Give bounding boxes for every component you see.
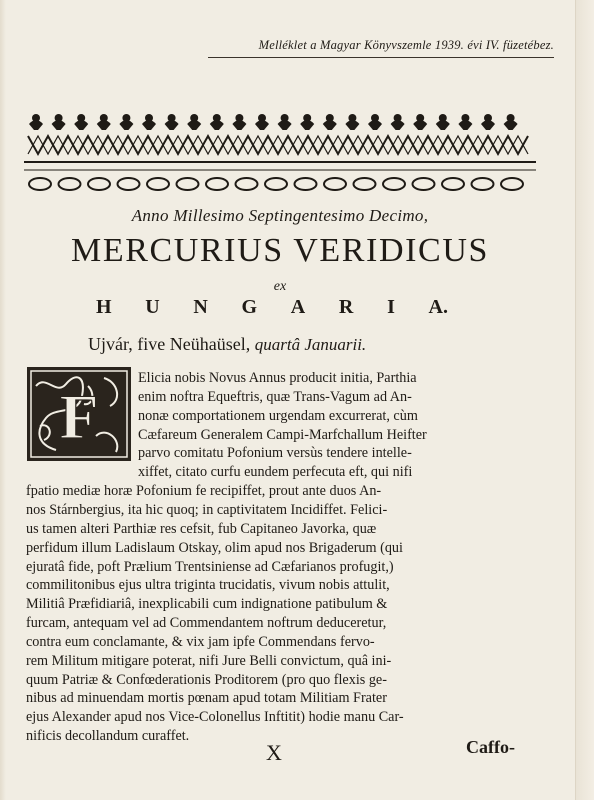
hungaria-letter: A <box>290 296 306 318</box>
fleuron-icon <box>210 114 224 130</box>
fleuron-icon <box>300 114 314 130</box>
hungaria-letter: N <box>193 296 208 318</box>
text-line: quum Patriæ & Confœderationis Proditorem (pro quo flexis ge- <box>26 671 387 688</box>
text-line: nificis decollandum curaffet. <box>26 728 190 745</box>
fleuron-icon <box>74 114 88 130</box>
chain-link-icon <box>118 178 140 190</box>
text-line: ejuratâ fide, poft Prælium Trentsiniense ad Cæfarianos profugit,) <box>26 558 394 575</box>
dateline <box>88 334 488 355</box>
chain-link-icon <box>442 178 464 190</box>
chain-link-icon <box>236 178 258 190</box>
chain-link-icon <box>383 178 405 190</box>
header-rule <box>208 57 554 58</box>
text-line: furcam, antequam vel ad Commendantem noftrum deduceretur, <box>26 615 387 632</box>
fleuron-icon <box>52 114 66 130</box>
chain-link-icon <box>265 178 287 190</box>
fleuron-icon <box>232 114 246 130</box>
ornamental-border <box>24 108 536 198</box>
header-caption: Melléklet a Magyar Könyvszemle 1939. évi IV. füzetébez. <box>258 38 554 52</box>
catchword: Caffo- <box>466 737 515 757</box>
fleuron-icon <box>255 114 269 130</box>
text-line: Cæfareum Generalem Campi-Marfchallum Heifter <box>138 426 427 443</box>
hungaria-letter: G <box>241 296 258 318</box>
chain-link-icon <box>177 178 199 190</box>
initial-letter: F <box>59 381 99 452</box>
text-line: perfidum illum Ladislaum Otskay, olim apud nos Brigaderum (qui <box>26 539 403 556</box>
fleuron-icon <box>187 114 201 130</box>
text-line: nonæ comportationem urgendam excurrerat, cùm <box>138 407 418 424</box>
text-line: nibus ad minuendam mortis pœnam apud totam Militiam Frater <box>26 690 387 707</box>
fleuron-icon <box>413 114 427 130</box>
hungaria-letter: H <box>96 296 112 318</box>
text-line: Militiâ Præfidiariâ, inexplicabili cum indignatione patibulum & <box>26 596 388 613</box>
signature-mark: X <box>266 740 282 765</box>
dateline-date: quartâ Januarii. <box>254 335 367 354</box>
fleuron-icon <box>458 114 472 130</box>
chain-link-icon <box>88 178 110 190</box>
fleuron-icon <box>323 114 337 130</box>
fleuron-icon <box>165 114 179 130</box>
text-line: xiffet, citato curfu eundem perfecuta eft, qui nifi <box>138 464 413 481</box>
masthead-ex: ex <box>273 279 287 294</box>
text-line: ejus Alexander apud nos Vice-Colonellus Inftitit) hodie manu Car- <box>26 709 404 726</box>
chain-link-icon <box>324 178 346 190</box>
chain-link-icon <box>472 178 494 190</box>
decorated-initial <box>26 366 132 462</box>
chain-link-icon <box>29 178 51 190</box>
page-margin-edge <box>575 0 594 800</box>
fleuron-icon <box>119 114 133 130</box>
hungaria-letter: I <box>387 296 395 318</box>
fleuron-icon <box>504 114 518 130</box>
text-line: nos Stárnbergius, ita hic quoq; in captivitatem Incidiffet. Felici- <box>26 501 388 518</box>
masthead-hungaria <box>96 296 448 319</box>
hungaria-letter: R <box>338 296 354 318</box>
text-line: rem Militum mitigare poterat, nifi Jure Belli convictum, quâ ini- <box>26 652 392 669</box>
chain-link-icon <box>413 178 435 190</box>
fleuron-icon <box>481 114 495 130</box>
fleuron-icon <box>142 114 156 130</box>
text-line: enim noftra Equeftris, quæ Trans-Vagum ad An- <box>138 388 412 405</box>
chain-link-icon <box>354 178 376 190</box>
chain-link-icon <box>206 178 228 190</box>
dateline-place: Ujvár, five Neühaüsel, <box>88 334 251 354</box>
hungaria-letter: U <box>145 296 160 318</box>
chain-link-icon <box>147 178 169 190</box>
anno-line: Anno Millesimo Septingentesimo Decimo, <box>131 206 429 225</box>
text-line: commilitonibus ejus ultra triginta trucidatis, vivum nobis attulit, <box>26 577 390 594</box>
text-line: parvo comitatu Pofonium versùs tendere intelle- <box>138 445 412 462</box>
chain-link-icon <box>295 178 317 190</box>
fleuron-icon <box>29 114 43 130</box>
text-line: Elicia nobis Novus Annus producit initia, Parthia <box>138 370 417 386</box>
text-line: contra eum conclamante, & vix jam ipfe Commendans fervo- <box>26 633 375 650</box>
fleuron-icon <box>436 114 450 130</box>
masthead-title: MERCURIUS VERIDICUS <box>71 232 489 269</box>
fleuron-icon <box>97 114 111 130</box>
fleuron-icon <box>391 114 405 130</box>
chain-link-icon <box>501 178 523 190</box>
fleuron-icon <box>278 114 292 130</box>
text-line: fpatio mediæ horæ Pofonium fe recipiffet, prout ante duos An- <box>26 483 382 500</box>
hungaria-letter: A. <box>428 296 448 318</box>
text-line: us tamen alteri Parthiæ res cefsit, fub Capitaneo Javorka, quæ <box>26 520 377 537</box>
fleuron-icon <box>368 114 382 130</box>
fleuron-icon <box>345 114 359 130</box>
page-edge <box>0 0 6 800</box>
chain-link-icon <box>59 178 81 190</box>
